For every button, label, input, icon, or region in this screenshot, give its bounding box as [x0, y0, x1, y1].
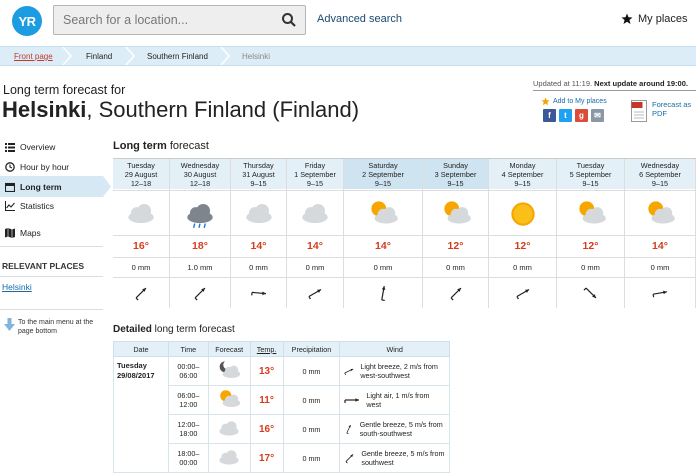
wind-cell [340, 386, 450, 415]
forecast-icon-cell [557, 190, 624, 235]
forecast-day-column[interactable] [231, 159, 287, 308]
day-time: 9–15 [514, 179, 531, 188]
forecast-icon-cell [344, 190, 422, 235]
breadcrumb-front-page[interactable]: Front page [14, 52, 53, 61]
forecast-day-column[interactable] [170, 159, 231, 308]
time-cell: 18:00– 00:00 [168, 444, 208, 473]
cloudy-icon [297, 197, 333, 229]
day-name: Wednesday [640, 161, 680, 170]
wind-description: Gentle breeze, 5 m/s from southwest [361, 449, 445, 467]
precipitation: 0 mm [344, 257, 422, 277]
forecast-day-column[interactable] [557, 159, 625, 308]
day-name: Tuesday [576, 161, 605, 170]
email-icon[interactable]: ✉ [591, 109, 604, 122]
wind-arrow-icon [651, 284, 669, 302]
search-placeholder: Search for a location... [63, 13, 189, 27]
region-name: , Southern Finland (Finland) [86, 97, 360, 122]
day-time: 9–15 [582, 179, 599, 188]
wind-cell [340, 444, 450, 473]
day-header[interactable] [557, 159, 624, 189]
day-time: 9–15 [447, 179, 464, 188]
partly-cloudy-icon [573, 197, 609, 229]
wind-arrow-icon [447, 284, 465, 302]
partly-cloudy-icon [642, 197, 678, 229]
wind-arrow-icon [582, 284, 600, 302]
wind-cell [340, 357, 450, 386]
page-title [2, 97, 359, 123]
long-term-table [113, 158, 696, 307]
temp-cell: 17° [250, 444, 283, 473]
sidebar-item-statistics[interactable] [0, 195, 103, 216]
google-plus-icon[interactable]: g [575, 109, 588, 122]
forecast-icon-cell [113, 190, 169, 235]
precipitation: 0 mm [557, 257, 624, 277]
city-name: Helsinki [2, 97, 87, 122]
wind-arrow-icon [343, 362, 355, 380]
day-name: Sunday [443, 161, 468, 170]
day-name: Friday [304, 161, 326, 170]
divider [0, 246, 103, 247]
breadcrumb-separator-icon [219, 47, 231, 65]
sidebar-item-label: Long term [20, 181, 62, 192]
precipitation-cell: 0 mm [283, 415, 340, 444]
sidebar-item-label: Statistics [20, 200, 55, 211]
updated-time: Updated at 11:19. [533, 79, 593, 88]
temp-cell: 16° [250, 415, 283, 444]
day-header[interactable] [625, 159, 695, 189]
breadcrumb-helsinki: Helsinki [242, 52, 271, 61]
wind-description: Gentle breeze, 5 m/s from south-southwest [359, 420, 443, 438]
forecast-cell [208, 415, 250, 444]
wind-cell [625, 277, 695, 308]
facebook-icon[interactable]: f [543, 109, 556, 122]
breadcrumb-finland[interactable]: Finland [86, 52, 113, 61]
search-icon[interactable] [281, 12, 297, 28]
wind-arrow-icon [306, 284, 324, 302]
day-time: 9–15 [306, 179, 324, 188]
wind-arrow-icon [343, 391, 361, 409]
my-places-link[interactable] [621, 13, 688, 25]
day-name: Monday [509, 161, 536, 170]
rain-cloud-icon [182, 197, 218, 229]
chart-icon [5, 201, 15, 211]
column-header-precipitation: Precipitation [283, 342, 340, 357]
precipitation: 1.0 mm [170, 257, 230, 277]
list-icon [5, 142, 15, 152]
day-name: Thursday [243, 161, 274, 170]
day-name: Wednesday [180, 161, 220, 170]
temperature: 14° [625, 235, 695, 257]
arrow-down-icon[interactable] [4, 318, 15, 331]
temp-cell: 11° [250, 386, 283, 415]
wind-cell [557, 277, 624, 308]
wind-cell [344, 277, 422, 308]
table-row [114, 357, 450, 386]
next-update: Next update around 19:00. [594, 79, 688, 88]
yr-logo[interactable]: YR [12, 6, 42, 36]
active-arrow-icon [103, 176, 111, 197]
day-date: 30 August [183, 170, 217, 179]
day-header[interactable] [287, 159, 343, 189]
detailed-heading-bold: Detailed [113, 324, 152, 335]
wind-cell [287, 277, 343, 308]
day-header[interactable] [489, 159, 556, 189]
wind-arrow-icon [343, 449, 356, 467]
forecast-cell [208, 386, 250, 415]
precipitation-cell: 0 mm [283, 386, 340, 415]
forecast-icon-cell [170, 190, 230, 235]
date-day: Tuesday [117, 361, 147, 370]
my-places-label: My places [638, 13, 688, 25]
star-icon [541, 97, 550, 106]
pdf-icon[interactable] [631, 100, 647, 122]
forecast-day-column[interactable] [489, 159, 557, 308]
temperature: 12° [423, 235, 488, 257]
temp-cell: 13° [250, 357, 283, 386]
wind-description: Light breeze, 2 m/s from west-southwest [360, 362, 438, 380]
precipitation: 0 mm [287, 257, 343, 277]
night-cloud-icon [215, 358, 243, 382]
relevant-place-helsinki[interactable]: Helsinki [2, 282, 32, 292]
day-header[interactable] [170, 159, 230, 189]
column-header-date: Date [114, 342, 169, 357]
day-date: 29 August [124, 170, 158, 179]
wind-cell [170, 277, 230, 308]
calendar-icon [5, 182, 15, 192]
wind-cell [423, 277, 488, 308]
breadcrumb-southern-finland[interactable]: Southern Finland [147, 52, 208, 61]
long-term-heading-bold: Long term [113, 140, 167, 152]
day-date: 2 September [362, 170, 404, 179]
forecast-icon-cell [625, 190, 695, 235]
long-term-heading-rest: forecast [166, 140, 209, 152]
detailed-heading-rest: long term forecast [151, 324, 235, 335]
wind-arrow-icon [514, 284, 532, 302]
advanced-search-link[interactable]: Advanced search [317, 13, 402, 25]
map-icon [5, 228, 15, 238]
day-date: 3 September [434, 170, 477, 179]
column-header-time: Time [168, 342, 208, 357]
detailed-heading [113, 324, 235, 335]
long-term-heading [113, 140, 209, 152]
precipitation: 0 mm [423, 257, 488, 277]
day-header[interactable] [423, 159, 488, 189]
sidebar-item-label: Overview [20, 141, 56, 152]
temperature: 12° [489, 235, 556, 257]
forecast-icon-cell [231, 190, 286, 235]
precipitation-cell: 0 mm [283, 444, 340, 473]
column-header-temp[interactable]: Temp. [250, 342, 283, 357]
add-to-my-places-link[interactable] [541, 97, 607, 106]
forecast-cell [208, 357, 250, 386]
cloudy-icon [215, 445, 243, 469]
sidebar-item-hour-by-hour[interactable] [0, 156, 103, 177]
forecast-icon-cell [489, 190, 556, 235]
breadcrumb [0, 46, 696, 66]
partly-cloudy-icon [215, 387, 243, 411]
forecast-pdf-link[interactable] [652, 100, 691, 118]
forecast-day-column[interactable] [113, 159, 170, 308]
page-subtitle: Long term forecast for [3, 83, 126, 97]
sidebar-item-maps[interactable] [0, 222, 103, 243]
wind-arrow-icon [343, 420, 354, 438]
day-date: 5 September [569, 170, 612, 179]
to-main-menu-link[interactable]: To the main menu at the page bottom [18, 319, 94, 335]
cloudy-icon [241, 197, 277, 229]
wind-cell [231, 277, 286, 308]
wind-arrow-icon [132, 284, 150, 302]
precipitation: 0 mm [113, 257, 169, 277]
breadcrumb-separator-icon [124, 47, 136, 65]
column-header-forecast: Forecast [208, 342, 250, 357]
sidebar-item-overview[interactable] [0, 136, 103, 157]
wind-cell [113, 277, 169, 308]
date-cell [114, 357, 169, 473]
cloudy-icon [123, 197, 159, 229]
precipitation: 0 mm [231, 257, 286, 277]
precipitation-cell: 0 mm [283, 357, 340, 386]
cloudy-icon [215, 416, 243, 440]
forecast-day-column[interactable] [287, 159, 344, 308]
column-header-wind: Wind [340, 342, 450, 357]
pdf-label-2: PDF [652, 109, 667, 118]
add-to-my-places-label: Add to My places [553, 98, 607, 105]
forecast-day-column[interactable] [423, 159, 489, 308]
day-header[interactable] [344, 159, 422, 189]
temperature: 14° [344, 235, 422, 257]
clock-icon [5, 162, 15, 172]
forecast-icon-cell [287, 190, 343, 235]
time-cell: 00:00– 06:00 [168, 357, 208, 386]
wind-arrow-icon [191, 284, 209, 302]
precipitation: 0 mm [625, 257, 695, 277]
day-date: 6 September [639, 170, 681, 179]
day-time: 9–15 [651, 179, 669, 188]
temperature: 14° [231, 235, 286, 257]
sidebar-item-label: Hour by hour [20, 161, 70, 172]
temperature: 14° [287, 235, 343, 257]
temperature: 16° [113, 235, 169, 257]
wind-arrow-icon [374, 284, 392, 302]
day-time: 9–15 [250, 179, 267, 188]
relevant-places-heading: RELEVANT PLACES [2, 261, 85, 271]
day-header[interactable] [231, 159, 286, 189]
temperature: 12° [557, 235, 624, 257]
day-date: 4 September [501, 170, 544, 179]
time-cell: 12:00– 18:00 [168, 415, 208, 444]
day-header[interactable] [113, 159, 169, 189]
partly-cloudy-icon [438, 197, 474, 229]
wind-arrow-icon [250, 284, 268, 302]
day-name: Saturday [368, 161, 398, 170]
pdf-label-1: Forecast as [652, 100, 692, 109]
sun-icon [505, 197, 541, 229]
day-name: Tuesday [127, 161, 155, 170]
wind-cell [340, 415, 450, 444]
twitter-icon[interactable]: t [559, 109, 572, 122]
star-icon [621, 13, 633, 25]
breadcrumb-separator-icon [61, 47, 73, 65]
detailed-table [113, 341, 450, 473]
day-time: 12–18 [189, 179, 211, 188]
precipitation: 0 mm [489, 257, 556, 277]
update-info [533, 79, 688, 88]
divider [0, 276, 103, 277]
forecast-cell [208, 444, 250, 473]
wind-description: Light air, 1 m/s from west [366, 391, 430, 409]
forecast-day-column[interactable] [625, 159, 696, 308]
sidebar-item-label: Maps [20, 227, 41, 238]
divider [533, 90, 696, 91]
wind-cell [489, 277, 556, 308]
search-input[interactable] [53, 5, 306, 35]
time-cell: 06:00– 12:00 [168, 386, 208, 415]
day-date: 1 September [294, 170, 336, 179]
date-value: 29/08/2017 [117, 371, 155, 380]
temperature: 18° [170, 235, 230, 257]
day-time: 12–18 [130, 179, 152, 188]
divider [0, 309, 103, 310]
partly-cloudy-icon [365, 197, 401, 229]
day-time: 9–15 [374, 179, 392, 188]
forecast-day-column[interactable] [344, 159, 423, 308]
forecast-icon-cell [423, 190, 488, 235]
sidebar-item-long-term[interactable] [0, 176, 103, 197]
day-date: 31 August [242, 170, 275, 179]
